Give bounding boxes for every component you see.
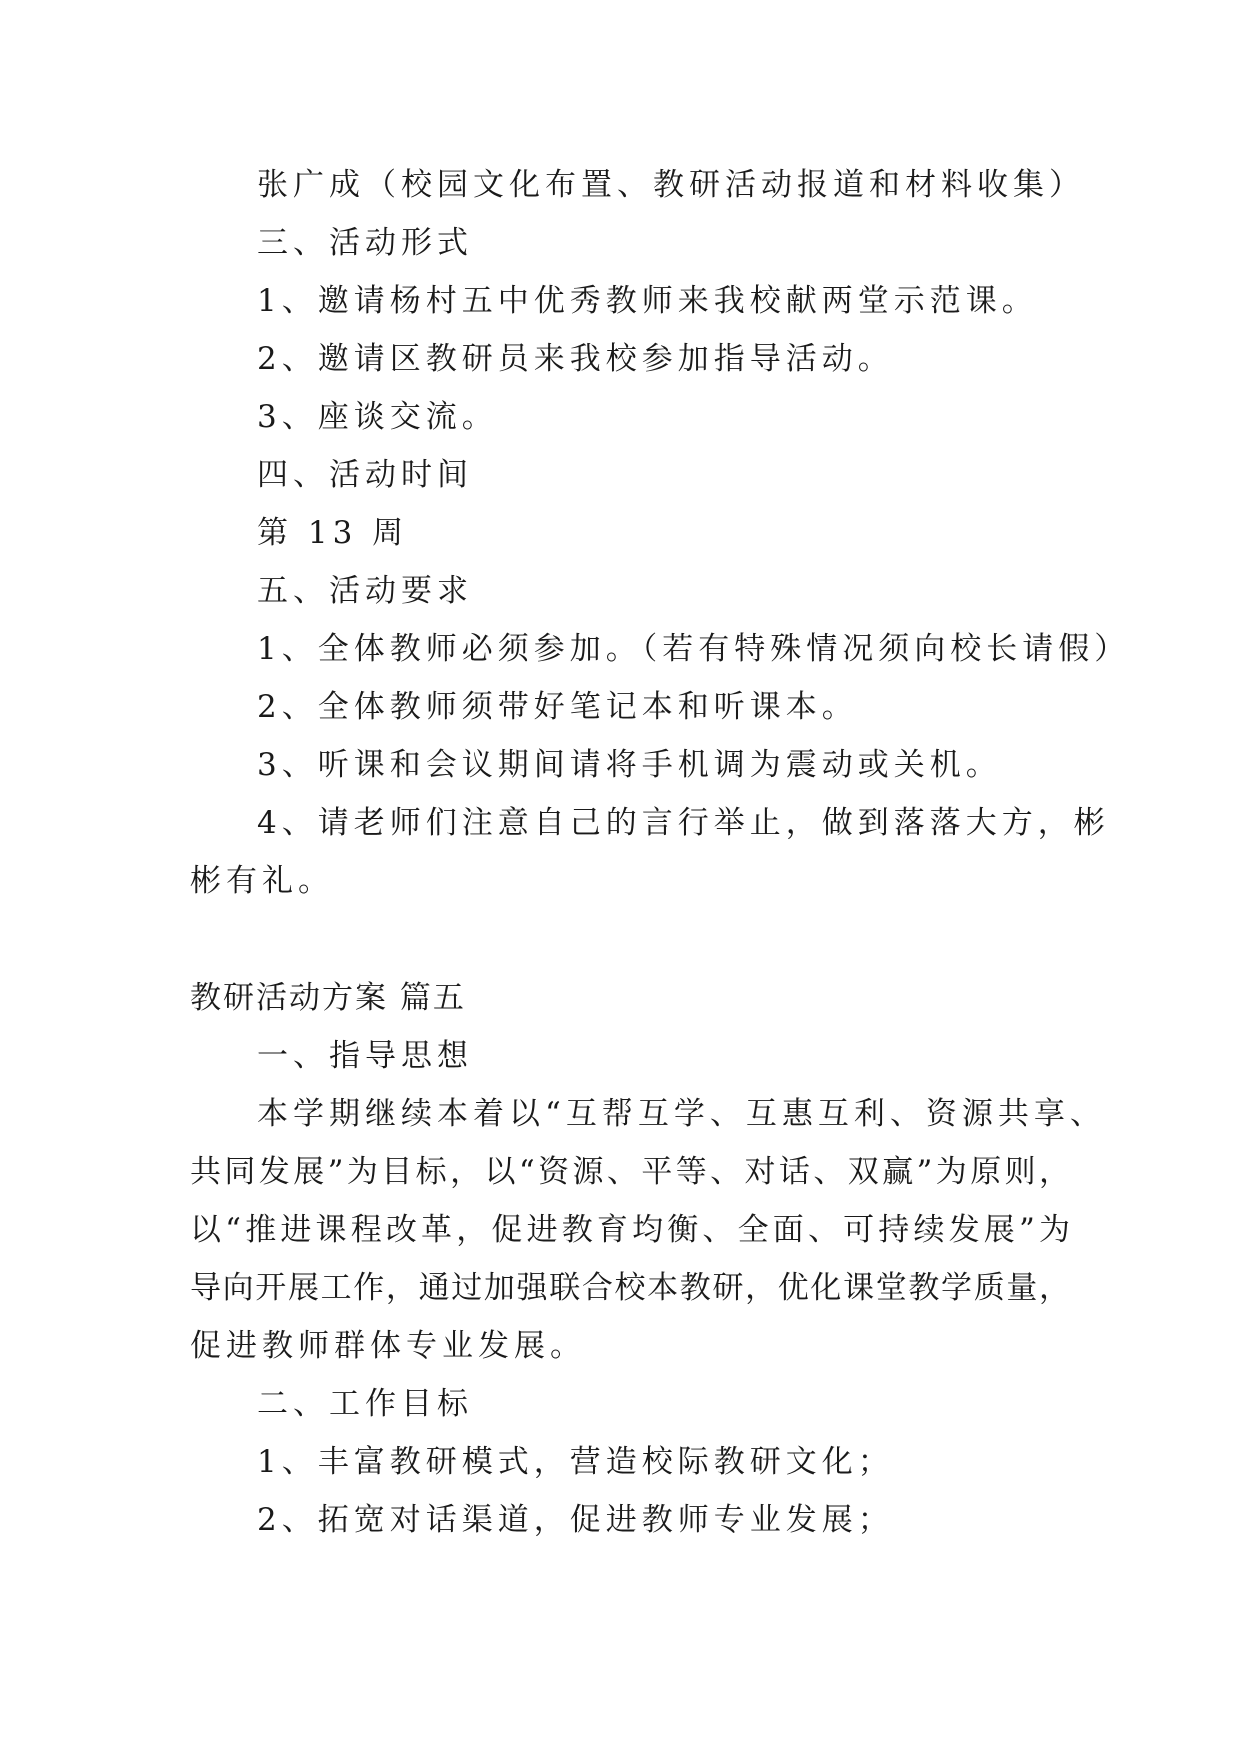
list-item: 1、邀请杨村五中优秀教师来我校献两堂示范课。	[257, 283, 1038, 319]
section-heading-guiding-ideology: 一、指导思想	[257, 1038, 473, 1074]
paragraph-line: 以“推进课程改革，促进教育均衡、全面、可持续发展”为	[190, 1212, 1070, 1248]
section-heading-activity-form: 三、活动形式	[257, 225, 473, 261]
paragraph-line: 导向开展工作，通过加强联合校本教研，优化课堂教学质量，	[190, 1270, 1070, 1306]
list-item: 3、座谈交流。	[257, 399, 498, 435]
list-item: 2、全体教师须带好笔记本和听课本。	[257, 689, 858, 725]
section-heading-activity-time: 四、活动时间	[257, 457, 473, 493]
list-item: 2、邀请区教研员来我校参加指导活动。	[257, 341, 894, 377]
list-item-continuation: 彬有礼。	[190, 863, 334, 899]
section-title: 教研活动方案 篇五	[190, 980, 466, 1016]
paragraph-line: 促进教师群体专业发展。	[190, 1328, 586, 1364]
list-item: 1、全体教师必须参加。（若有特殊情况须向校长请假）	[257, 631, 1131, 667]
staff-assignment-line: 张广成（校园文化布置、教研活动报道和材料收集）	[257, 167, 1085, 203]
list-item: 2、拓宽对话渠道，促进教师专业发展；	[257, 1502, 894, 1538]
section-heading-work-goals: 二、工作目标	[257, 1386, 473, 1422]
activity-time-value: 第 13 周	[257, 515, 409, 551]
list-item: 1、丰富教研模式，营造校际教研文化；	[257, 1444, 894, 1480]
paragraph-line: 共同发展”为目标，以“资源、平等、对话、双赢”为原则，	[190, 1154, 1070, 1190]
list-item: 4、请老师们注意自己的言行举止，做到落落大方，彬	[257, 805, 1110, 841]
section-heading-activity-requirements: 五、活动要求	[257, 573, 473, 609]
list-item: 3、听课和会议期间请将手机调为震动或关机。	[257, 747, 1002, 783]
paragraph-line: 本学期继续本着以“互帮互学、互惠互利、资源共享、	[257, 1096, 1106, 1132]
